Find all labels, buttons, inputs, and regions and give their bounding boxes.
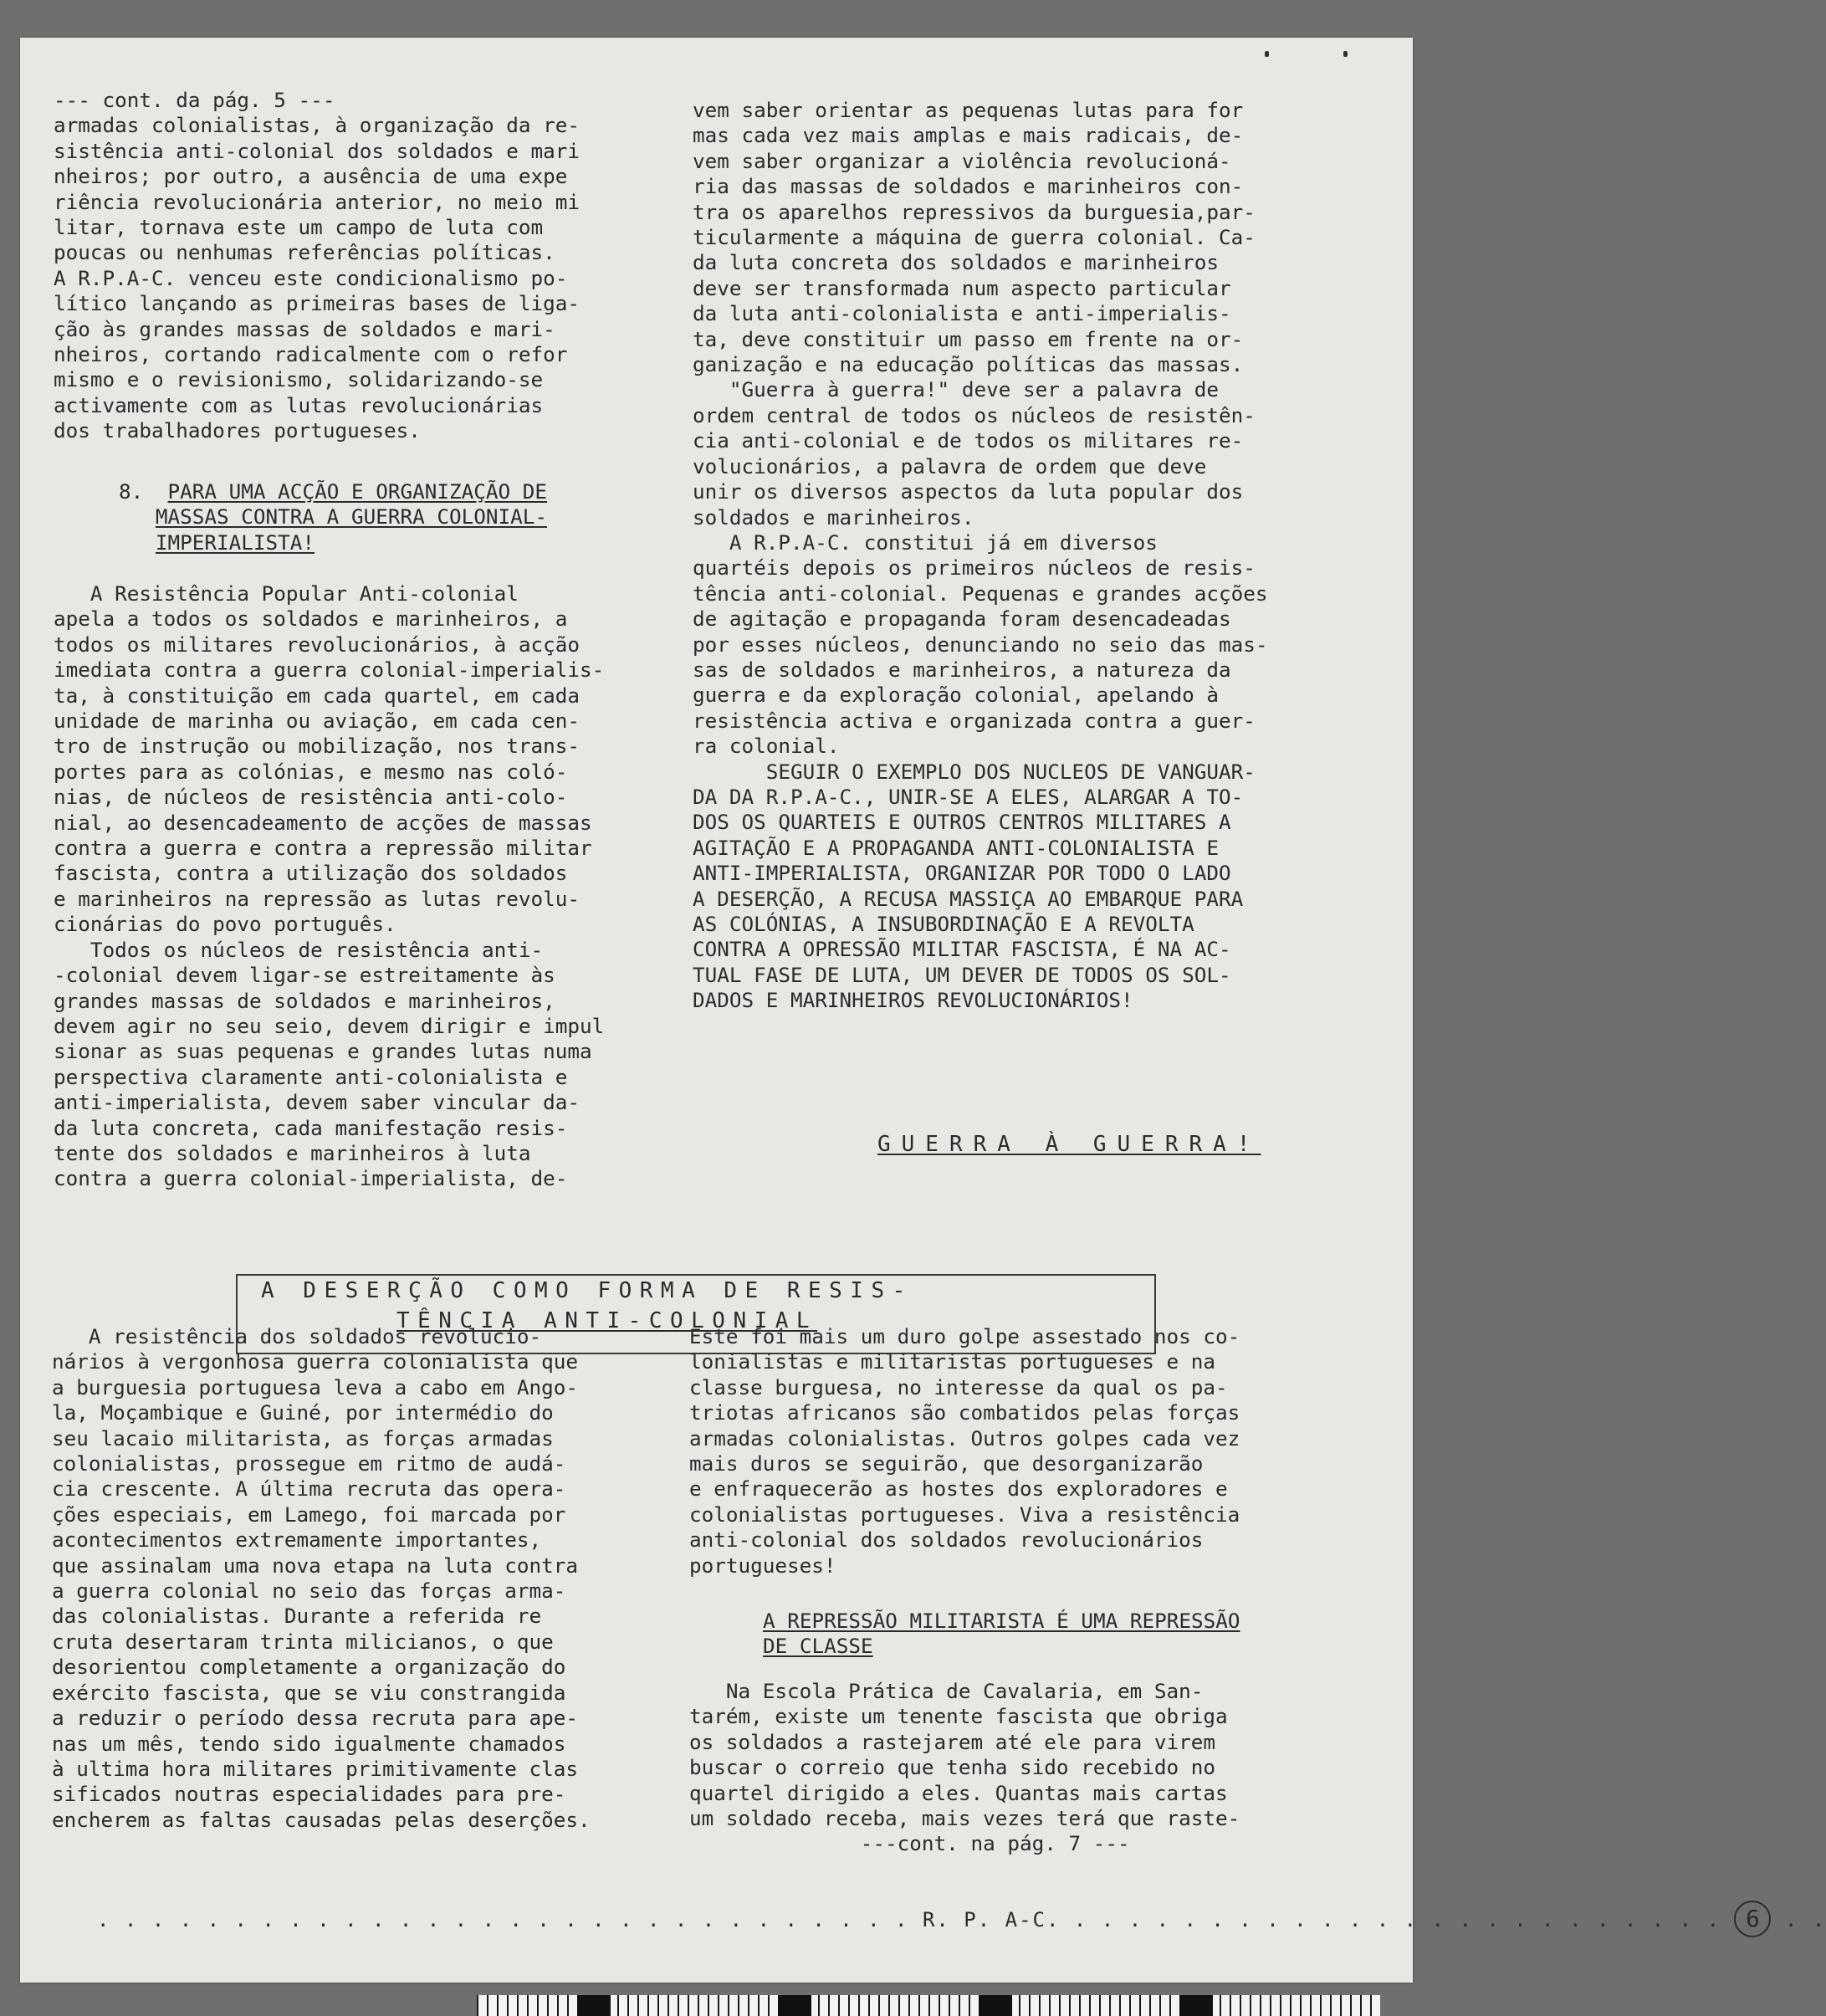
text-line: contra a guerra e contra a repressão militar bbox=[54, 836, 592, 861]
text-line: tência anti-colonial. Pequenas e grandes acções bbox=[693, 581, 1268, 606]
text-line: -colonial devem ligar-se estreitamente às bbox=[54, 963, 555, 988]
box-title-line-2: TÊNCIA ANTI-COLONIAL bbox=[396, 1308, 818, 1333]
text-line: TUAL FASE DE LUTA, UM DEVER DE TODOS OS SOL- bbox=[693, 962, 1231, 987]
text-line: devem agir no seu seio, devem dirigir e impul bbox=[54, 1013, 605, 1038]
repression-heading-line-2: DE CLASSE bbox=[763, 1634, 873, 1659]
text-line: da luta concreta, cada manifestação resis- bbox=[54, 1115, 568, 1140]
text-line: ções especiais, em Lamego, foi marcada por bbox=[52, 1502, 566, 1527]
scale-ruler bbox=[477, 1995, 1380, 2016]
text-line: colonialistas portugueses. Viva a resistência bbox=[689, 1502, 1240, 1527]
text-line: vem saber orientar as pequenas lutas para for bbox=[693, 98, 1244, 122]
text-line: Na Escola Prática de Cavalaria, em San- bbox=[689, 1679, 1204, 1703]
text-line: A R.P.A-C. venceu este condicionalismo po- bbox=[54, 265, 568, 290]
text-line: ticularmente a máquina de guerra colonial. Ca- bbox=[693, 225, 1256, 250]
text-line: fascista, contra a utilização dos soldados bbox=[54, 861, 568, 886]
text-line: nas um mês, tendo sido igualmente chamados bbox=[52, 1731, 566, 1756]
repression-heading-line-1: A REPRESSÃO MILITARISTA É UMA REPRESSÃO bbox=[763, 1609, 1240, 1633]
text-line: CONTRA A OPRESSÃO MILITAR FASCISTA, É NA AC- bbox=[693, 937, 1231, 962]
text-line: colonialistas, prossegue em ritmo de audá- bbox=[52, 1451, 566, 1476]
box-title-line-1: A DESERÇÃO COMO FORMA DE RESIS- bbox=[261, 1278, 913, 1303]
text-line: poucas ou nenhumas referências políticas. bbox=[54, 240, 555, 265]
text-line: volucionários, a palavra de ordem que deve bbox=[693, 453, 1207, 478]
text-line: desorientou completamente a organização do bbox=[52, 1655, 566, 1680]
text-line: exército fascista, que se viu constrangida bbox=[52, 1680, 566, 1705]
text-line: ra colonial. bbox=[693, 734, 840, 759]
text-line: perspectiva claramente anti-colonialista e bbox=[54, 1064, 568, 1089]
document-page bbox=[20, 38, 1826, 1983]
bottom-right-column bbox=[689, 1324, 1240, 1579]
text-line: DADOS E MARINHEIROS REVOLUCIONÁRIOS! bbox=[693, 988, 1133, 1013]
text-line: a guerra colonial no seio das forças arma- bbox=[52, 1579, 566, 1604]
text-line: triotas africanos são combatidos pelas forças bbox=[689, 1400, 1240, 1425]
punch-mark bbox=[1343, 51, 1348, 57]
text-line: vem saber organizar a violência revolucioná- bbox=[693, 148, 1231, 173]
text-line: Todos os núcleos de resistência anti- bbox=[54, 937, 544, 962]
repression-heading bbox=[763, 1609, 1240, 1660]
section-number: 8. bbox=[119, 479, 144, 504]
text-line: nias, de núcleos de resistência anti-colo- bbox=[54, 785, 568, 810]
punch-mark bbox=[1265, 51, 1269, 57]
text-line: classe burguesa, no interesse da qual os pa- bbox=[689, 1374, 1228, 1399]
footer-label: R. P. A-C. bbox=[922, 1908, 1061, 1932]
text-line: sificados noutras especialidades para pre- bbox=[52, 1782, 566, 1807]
section-8-heading bbox=[119, 479, 547, 555]
text-line: contra a guerra colonial-imperialista, de- bbox=[54, 1166, 568, 1191]
text-line: lítico lançando as primeiras bases de liga- bbox=[54, 291, 581, 316]
text-line: ta, deve constituir um passo em frente na or- bbox=[693, 326, 1244, 351]
text-line: unir os diversos aspectos da luta popular dos bbox=[693, 479, 1244, 504]
text-line: apela a todos os soldados e marinheiros, a bbox=[54, 606, 568, 632]
text-line: quartel dirigido a eles. Quantas mais cartas bbox=[689, 1780, 1228, 1805]
left-column-intro bbox=[54, 88, 580, 444]
section-heading-line-3: IMPERIALISTA! bbox=[155, 530, 315, 555]
text-line: à ultima hora militares primitivamente clas bbox=[52, 1756, 579, 1781]
text-line: mas cada vez mais amplas e mais radicais, de- bbox=[693, 123, 1244, 148]
text-line: anti-colonial dos soldados revolucionários bbox=[689, 1527, 1204, 1553]
text-line: mais duros se seguirão, que desorganizarão bbox=[689, 1451, 1204, 1476]
text-line: tro de instrução ou mobilização, nos trans- bbox=[54, 734, 581, 759]
text-line: tra os aparelhos repressivos da burguesia,par- bbox=[693, 199, 1256, 224]
text-line: nários à vergonhosa guerra colonialista que bbox=[52, 1349, 579, 1374]
text-line: mismo e o revisionismo, solidarizando-se bbox=[54, 367, 544, 392]
text-line: Este foi mais um duro golpe assestado nos co- bbox=[689, 1324, 1240, 1348]
section-heading-line-1: PARA UMA ACÇÃO E ORGANIZAÇÃO DE bbox=[167, 479, 547, 504]
text-line: soldados e marinheiros. bbox=[693, 504, 974, 530]
text-line: ---cont. na pág. 7 --- bbox=[689, 1831, 1130, 1856]
text-line: litar, tornava este um campo de luta com bbox=[54, 215, 544, 240]
text-line: guerra e da exploração colonial, apelando à bbox=[693, 683, 1220, 708]
text-line: ção às grandes massas de soldados e mari- bbox=[54, 316, 555, 341]
text-line: quartéis depois os primeiros núcleos de resis- bbox=[693, 555, 1256, 581]
page-footer: . . . . . . . . . . . . . . . . . . . . . . . . . . . . . . R. P. A-C. . . . . . . . . . . . . . . . . . . . . . . . . 6 . . bbox=[97, 1901, 1335, 1937]
text-line: que assinalam uma nova etapa na luta contra bbox=[52, 1553, 579, 1578]
text-line: A R.P.A-C. constitui já em diversos bbox=[693, 530, 1158, 555]
text-line: dos trabalhadores portugueses. bbox=[54, 418, 421, 443]
text-line: sas de soldados e marinheiros, a natureza da bbox=[693, 657, 1231, 682]
slogan-guerra: GUERRA À GUERRA! bbox=[877, 1132, 1261, 1157]
text-line: A DESERÇÃO, A RECUSA MASSIÇA AO EMBARQUE PARA bbox=[693, 886, 1244, 911]
text-line: AGITAÇÃO E A PROPAGANDA ANTI-COLONIALISTA E bbox=[693, 835, 1220, 860]
text-line: cia anti-colonial e de todos os militares re- bbox=[693, 428, 1244, 453]
text-line: da luta anti-colonialista e anti-imperialis- bbox=[693, 301, 1231, 326]
text-line: DA DA R.P.A-C., UNIR-SE A ELES, ALARGAR A TO- bbox=[693, 784, 1244, 809]
text-line: armadas colonialistas, à organização da re- bbox=[54, 113, 581, 138]
text-line: ganização e na educação políticas das massas. bbox=[693, 352, 1244, 377]
text-line: unidade de marinha ou aviação, em cada cen- bbox=[54, 709, 581, 734]
text-line: riência revolucionária anterior, no meio mi bbox=[54, 189, 581, 214]
right-column-body bbox=[693, 98, 1268, 1014]
section-heading-line-2: MASSAS CONTRA A GUERRA COLONIAL- bbox=[155, 504, 547, 530]
left-column-body bbox=[54, 581, 604, 1192]
text-line: SEGUIR O EXEMPLO DOS NUCLEOS DE VANGUAR- bbox=[693, 759, 1256, 784]
text-line: por esses núcleos, denunciando no seio das mas- bbox=[693, 632, 1268, 657]
text-line: encherem as faltas causadas pelas deserções. bbox=[52, 1807, 591, 1832]
text-line: cionárias do povo português. bbox=[54, 912, 396, 937]
text-line: --- cont. da pág. 5 --- bbox=[54, 88, 335, 112]
text-line: a burguesia portuguesa leva a cabo em Ango- bbox=[52, 1374, 579, 1399]
text-line: a reduzir o período dessa recruta para ape- bbox=[52, 1706, 579, 1731]
text-line: seu lacaio militarista, as forças armadas bbox=[52, 1425, 554, 1451]
text-line: e marinheiros na repressão as lutas revolu- bbox=[54, 886, 581, 911]
text-line: imediata contra a guerra colonial-imperialis- bbox=[54, 658, 605, 683]
text-line: acontecimentos extremamente importantes, bbox=[52, 1527, 542, 1553]
text-line: ta, à constituição em cada quartel, em cada bbox=[54, 683, 581, 708]
bottom-right-continued bbox=[689, 1679, 1240, 1857]
text-line: lonialistas e militaristas portugueses e na bbox=[689, 1349, 1216, 1374]
text-line: "Guerra à guerra!" deve ser a palavra de bbox=[693, 377, 1220, 402]
text-line: buscar o correio que tenha sido recebido no bbox=[689, 1755, 1216, 1780]
text-line: ordem central de todos os núcleos de resistên- bbox=[693, 402, 1256, 427]
text-line: anti-imperialista, devem saber vincular da- bbox=[54, 1090, 581, 1115]
text-line: deve ser transformada num aspecto particular bbox=[693, 275, 1231, 300]
text-line: das colonialistas. Durante a referida re bbox=[52, 1604, 542, 1629]
text-line: todos os militares revolucionários, à acção bbox=[54, 632, 581, 657]
text-line: la, Moçambique e Guiné, por intermédio do bbox=[52, 1400, 554, 1425]
text-line: tarém, existe um tenente fascista que obriga bbox=[689, 1704, 1228, 1729]
bottom-left-column bbox=[52, 1324, 591, 1833]
text-line: ANTI-IMPERIALISTA, ORGANIZAR POR TODO O LADO bbox=[693, 861, 1231, 886]
text-line: AS COLÓNIAS, A INSUBORDINAÇÃO E A REVOLTA bbox=[693, 912, 1194, 936]
text-line: A resistência dos soldados revolucio- bbox=[52, 1324, 542, 1348]
text-line: da luta concreta dos soldados e marinheiros bbox=[693, 250, 1220, 275]
text-line: A Resistência Popular Anti-colonial bbox=[54, 581, 519, 606]
text-line: armadas colonialistas. Outros golpes cada vez bbox=[689, 1425, 1240, 1451]
text-line: portes para as colónias, e mesmo nas coló- bbox=[54, 759, 568, 784]
text-line: sionar as suas pequenas e grandes lutas numa bbox=[54, 1039, 592, 1064]
text-line: resistência activa e organizada contra a guer- bbox=[693, 708, 1256, 733]
text-line: os soldados a rastejarem até ele para virem bbox=[689, 1729, 1216, 1754]
text-line: de agitação e propaganda foram desencadeadas bbox=[693, 606, 1231, 632]
text-line: um soldado receba, mais vezes terá que raste- bbox=[689, 1806, 1240, 1831]
text-line: nheiros; por outro, a ausência de uma expe bbox=[54, 164, 568, 189]
text-line: cruta desertaram trinta milicianos, o que bbox=[52, 1629, 554, 1654]
text-line: ria das massas de soldados e marinheiros con- bbox=[693, 174, 1244, 199]
text-line: cia crescente. A última recruta das opera- bbox=[52, 1476, 566, 1502]
text-line: grandes massas de soldados e marinheiros, bbox=[54, 988, 555, 1013]
text-line: DOS OS QUARTEIS E OUTROS CENTROS MILITARES A bbox=[693, 810, 1231, 835]
text-line: nheiros, cortando radicalmente com o refor bbox=[54, 342, 568, 367]
text-line: e enfraquecerão as hostes dos exploradores e bbox=[689, 1476, 1228, 1502]
text-line: portugueses! bbox=[689, 1553, 836, 1578]
text-line: sistência anti-colonial dos soldados e mari bbox=[54, 138, 581, 163]
text-line: tente dos soldados e marinheiros à luta bbox=[54, 1140, 531, 1165]
text-line: activamente com as lutas revolucionárias bbox=[54, 392, 544, 417]
page-number: 6 bbox=[1734, 1901, 1771, 1937]
text-line: nial, ao desencadeamento de acções de massas bbox=[54, 810, 592, 835]
